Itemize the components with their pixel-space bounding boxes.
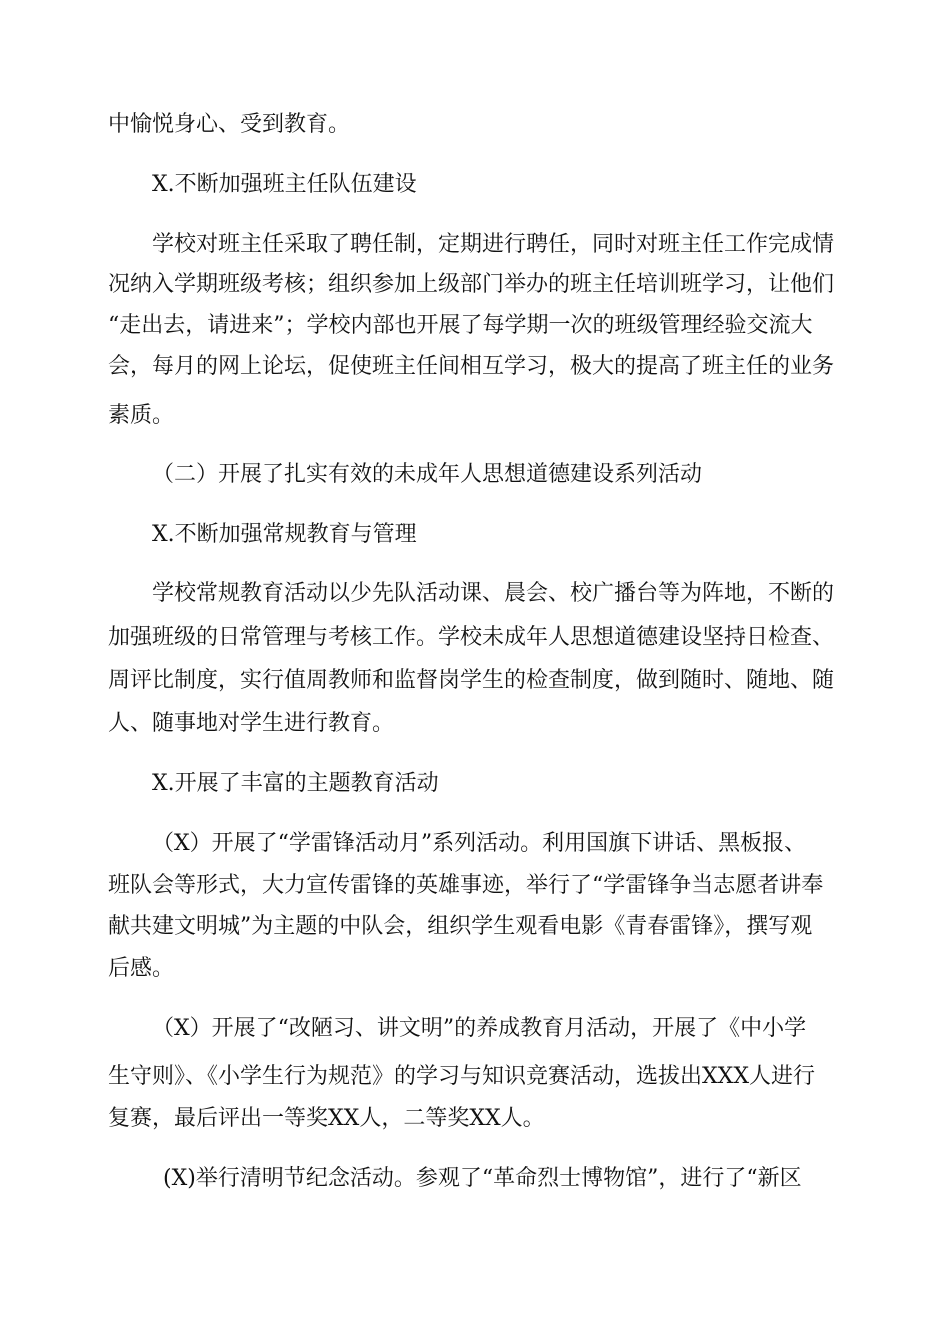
paragraph-line: 人、随事地对学生进行教育。 <box>108 711 395 736</box>
paragraph-line: （X）开展了“改陋习、讲文明”的养成教育月活动，开展了《中小学 <box>152 1016 807 1041</box>
paragraph-line: 后感。 <box>108 956 175 981</box>
paragraph-line: （X）开展了“学雷锋活动月”系列活动。利用国旗下讲话、黑板报、 <box>152 831 807 856</box>
section-heading: X.不断加强常规教育与管理 <box>152 522 417 547</box>
section-heading: X.开展了丰富的主题教育活动 <box>152 771 439 796</box>
paragraph-line: 周评比制度，实行值周教师和监督岗学生的检查制度，做到随时、随地、随 <box>108 668 835 693</box>
section-heading: （二）开展了扎实有效的未成年人思想道德建设系列活动 <box>152 462 703 487</box>
paragraph-line: 复赛，最后评出一等奖XX人，二等奖XX人。 <box>108 1106 545 1131</box>
section-heading: X.不断加强班主任队伍建设 <box>152 172 417 197</box>
paragraph-line: “走出去，请进来”；学校内部也开展了每学期一次的班级管理经验交流大 <box>108 313 813 338</box>
paragraph-line: (X)举行清明节纪念活动。参观了“革命烈士博物馆”，进行了“新区 <box>163 1166 802 1191</box>
paragraph-line: 会，每月的网上论坛，促使班主任间相互学习，极大的提高了班主任的业务 <box>108 354 835 379</box>
text-line: 中愉悦身心、受到教育。 <box>108 112 351 137</box>
paragraph-line: 班队会等形式，大力宣传雷锋的英雄事迹，举行了“学雷锋争当志愿者讲奉 <box>108 873 824 898</box>
paragraph-line: 献共建文明城”为主题的中队会，组织学生观看电影《青春雷锋》，撰写观 <box>108 914 813 939</box>
paragraph-line: 加强班级的日常管理与考核工作。学校未成年人思想道德建设坚持日检查、 <box>108 625 835 650</box>
paragraph-line: 学校对班主任采取了聘任制，定期进行聘任，同时对班主任工作完成情 <box>152 232 835 257</box>
paragraph-line: 况纳入学期班级考核；组织参加上级部门举办的班主任培训班学习，让他们 <box>108 272 835 297</box>
paragraph-line: 素质。 <box>108 403 175 428</box>
paragraph-line: 学校常规教育活动以少先队活动课、晨会、校广播台等为阵地，不断的 <box>152 581 835 606</box>
paragraph-line: 生守则》、《小学生行为规范》的学习与知识竞赛活动，选拔出XXX人进行 <box>108 1064 815 1089</box>
